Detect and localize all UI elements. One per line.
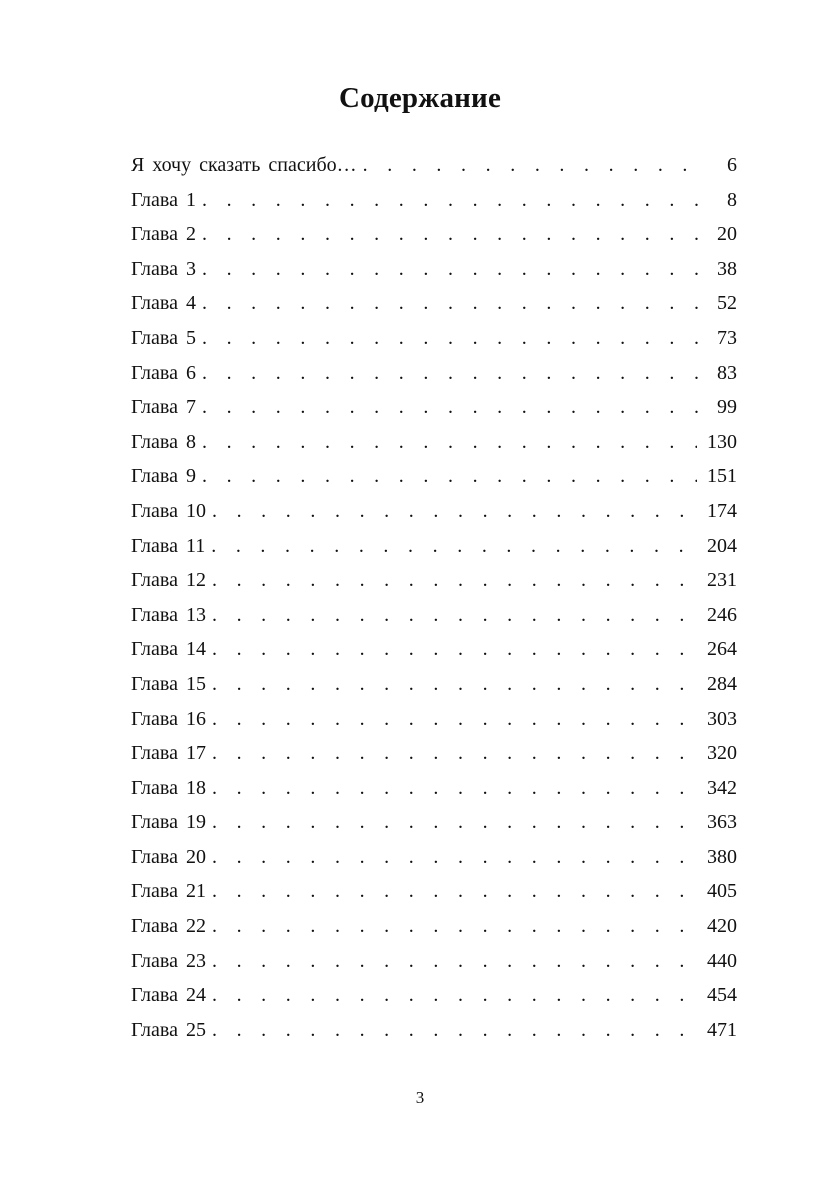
toc-dot-leader	[212, 736, 697, 771]
toc-entry[interactable]	[131, 874, 737, 909]
toc-entry-page: 471	[707, 1018, 737, 1041]
toc-entry[interactable]	[131, 148, 737, 183]
toc-entry-label: Глава 11	[131, 534, 206, 557]
toc-dot-leader	[202, 321, 703, 356]
toc-entry[interactable]	[131, 286, 737, 321]
toc-entry-label: Глава 15	[131, 672, 206, 695]
toc-entry-page: 151	[707, 465, 737, 488]
toc-entry-label: Глава 8	[131, 430, 196, 453]
toc-entry-page: 405	[707, 880, 737, 903]
toc-dot-leader	[202, 252, 703, 287]
page-title: Содержание	[338, 82, 502, 114]
toc-entry-label: Глава 5	[131, 326, 196, 349]
toc-entry[interactable]	[131, 529, 737, 564]
toc-entry-page: 231	[707, 569, 737, 592]
toc-dot-leader	[212, 874, 697, 909]
toc-entry-label: Глава 20	[131, 845, 206, 868]
toc-entry[interactable]	[131, 702, 737, 737]
toc-entry[interactable]	[131, 805, 737, 840]
toc-entry[interactable]	[131, 252, 737, 287]
toc-entry-label: Глава 24	[131, 984, 206, 1007]
toc-dot-leader	[212, 494, 697, 529]
toc-entry-page: 38	[717, 257, 737, 280]
toc-entry-page: 420	[707, 915, 737, 938]
toc-entry-page: 83	[717, 361, 737, 384]
toc-entry-page: 264	[707, 638, 737, 661]
toc-dot-leader	[212, 598, 697, 633]
toc-entry[interactable]	[131, 978, 737, 1013]
toc-entry-page: 52	[717, 292, 737, 315]
toc-entry[interactable]	[131, 667, 737, 702]
toc-entry-label: Глава 17	[131, 742, 206, 765]
toc-entry-page: 284	[707, 672, 737, 695]
toc-dot-leader	[363, 148, 703, 183]
toc-dot-leader	[202, 425, 697, 460]
toc-entry-page: 454	[707, 984, 737, 1007]
toc-entry[interactable]	[131, 1013, 737, 1048]
toc-entry-page: 174	[707, 499, 737, 522]
page-number: 3	[415, 1088, 425, 1107]
toc-entry-label: Глава 7	[131, 396, 196, 419]
toc-entry[interactable]	[131, 736, 737, 771]
toc-dot-leader	[212, 840, 697, 875]
toc-entry-page: 99	[717, 396, 737, 419]
toc-entry[interactable]	[131, 494, 737, 529]
toc-dot-leader	[212, 1013, 697, 1048]
toc-entry-page: 320	[707, 742, 737, 765]
table-of-contents	[131, 148, 737, 1047]
toc-entry-page: 246	[707, 603, 737, 626]
toc-entry-label: Глава 25	[131, 1018, 206, 1041]
toc-entry-label: Глава 9	[131, 465, 196, 488]
toc-entry-label: Глава 2	[131, 223, 196, 246]
toc-entry-label: Глава 3	[131, 257, 196, 280]
toc-entry-page: 342	[707, 776, 737, 799]
toc-entry[interactable]	[131, 563, 737, 598]
toc-entry[interactable]	[131, 632, 737, 667]
toc-dot-leader	[202, 459, 697, 494]
toc-entry[interactable]	[131, 390, 737, 425]
toc-entry-label: Глава 18	[131, 776, 206, 799]
toc-entry[interactable]	[131, 909, 737, 944]
toc-entry[interactable]	[131, 321, 737, 356]
toc-entry-page: 6	[727, 154, 737, 176]
toc-dot-leader	[202, 390, 703, 425]
toc-entry[interactable]	[131, 459, 737, 494]
toc-dot-leader	[202, 183, 703, 218]
toc-entry-label: Глава 19	[131, 811, 206, 834]
toc-entry-page: 8	[727, 188, 737, 211]
toc-dot-leader	[212, 667, 697, 702]
toc-entry[interactable]	[131, 356, 737, 391]
toc-dot-leader	[212, 978, 697, 1013]
toc-entry-page: 20	[717, 223, 737, 246]
toc-entry-page: 380	[707, 845, 737, 868]
toc-entry-page: 363	[707, 811, 737, 834]
toc-entry[interactable]	[131, 944, 737, 979]
toc-dot-leader	[211, 529, 697, 564]
toc-entry-label: Глава 4	[131, 292, 196, 315]
toc-dot-leader	[212, 805, 697, 840]
toc-entry-page: 204	[707, 534, 737, 557]
toc-entry[interactable]	[131, 217, 737, 252]
toc-dot-leader	[212, 944, 697, 979]
toc-entry-label: Глава 21	[131, 880, 206, 903]
toc-dot-leader	[212, 909, 697, 944]
toc-entry[interactable]	[131, 183, 737, 218]
toc-entry-label: Глава 22	[131, 915, 206, 938]
toc-entry[interactable]	[131, 425, 737, 460]
toc-entry-page: 130	[707, 430, 737, 453]
toc-entry-label: Глава 16	[131, 707, 206, 730]
toc-dot-leader	[202, 286, 703, 321]
toc-entry-label: Глава 12	[131, 569, 206, 592]
toc-entry-label: Глава 6	[131, 361, 196, 384]
toc-entry-page: 73	[717, 326, 737, 349]
toc-entry-label: Глава 13	[131, 603, 206, 626]
toc-dot-leader	[212, 702, 697, 737]
toc-dot-leader	[202, 217, 703, 252]
toc-entry-label: Глава 14	[131, 638, 206, 661]
toc-entry-label: Глава 10	[131, 499, 206, 522]
toc-entry-label: Глава 1	[131, 188, 196, 211]
toc-dot-leader	[212, 563, 697, 598]
toc-entry-page: 303	[707, 707, 737, 730]
toc-dot-leader	[212, 771, 697, 806]
toc-entry-page: 440	[707, 949, 737, 972]
toc-entry-label: Я хочу сказать спасибо…	[131, 154, 357, 176]
toc-dot-leader	[212, 632, 697, 667]
toc-entry[interactable]	[131, 840, 737, 875]
toc-dot-leader	[202, 356, 703, 391]
toc-entry[interactable]	[131, 598, 737, 633]
toc-entry-label: Глава 23	[131, 949, 206, 972]
toc-entry[interactable]	[131, 771, 737, 806]
